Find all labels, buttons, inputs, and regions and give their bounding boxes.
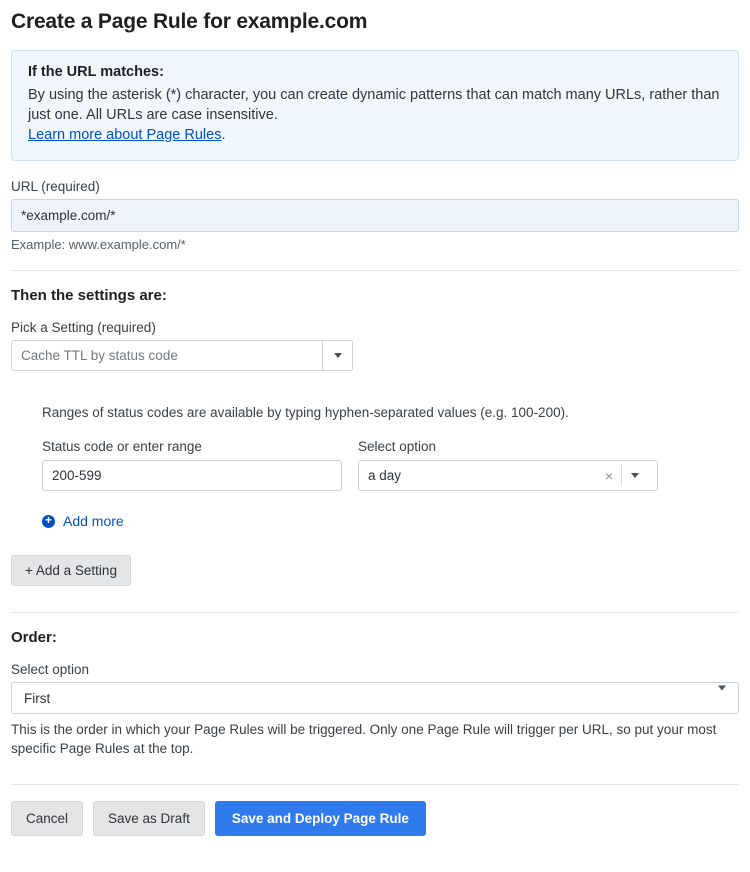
callout-body: By using the asterisk (*) character, you can create dynamic patterns that can match many URLs, rather than just one. All URLs are case insensitive. xyxy=(28,87,720,123)
form-footer xyxy=(11,801,739,836)
add-setting-button[interactable]: + Add a Setting xyxy=(11,555,131,586)
url-match-callout xyxy=(11,50,739,161)
status-code-group xyxy=(42,439,342,491)
learn-more-link[interactable]: Learn more about Page Rules xyxy=(28,127,222,143)
callout-title: If the URL matches: xyxy=(28,64,164,80)
add-more-button[interactable] xyxy=(42,513,739,529)
order-select-value: First xyxy=(24,690,51,706)
divider-settings xyxy=(11,270,739,271)
callout-text xyxy=(28,85,722,145)
divider-order xyxy=(11,612,739,613)
ttl-option-select[interactable] xyxy=(358,460,658,491)
pick-setting-select[interactable] xyxy=(11,340,353,371)
chevron-down-icon[interactable] xyxy=(622,473,648,478)
add-more-label: Add more xyxy=(63,513,124,529)
page-title: Create a Page Rule for example.com xyxy=(11,10,368,33)
status-code-label: Status code or enter range xyxy=(42,439,202,454)
status-code-input[interactable] xyxy=(42,460,342,491)
plus-circle-icon xyxy=(42,515,55,528)
url-hint: Example: www.example.com/* xyxy=(11,237,186,252)
order-select[interactable] xyxy=(11,682,739,714)
chevron-down-icon[interactable] xyxy=(718,691,726,706)
status-row xyxy=(42,439,739,491)
cancel-button[interactable]: Cancel xyxy=(11,801,83,836)
caret-down-shape xyxy=(334,353,342,358)
select-option-label: Select option xyxy=(358,439,437,454)
save-as-draft-button[interactable]: Save as Draft xyxy=(93,801,205,836)
page-rule-form xyxy=(0,10,750,836)
url-input[interactable] xyxy=(11,199,739,232)
cache-ttl-panel xyxy=(42,405,739,529)
pick-setting-label: Pick a Setting (required) xyxy=(11,320,156,335)
save-and-deploy-button[interactable]: Save and Deploy Page Rule xyxy=(215,801,426,836)
clear-icon[interactable]: × xyxy=(604,467,613,484)
settings-section-title: Then the settings are: xyxy=(11,287,167,304)
status-range-note: Ranges of status codes are available by typing hyphen-separated values (e.g. 100-200). xyxy=(42,405,569,420)
ttl-option-value: a day xyxy=(368,468,402,483)
order-section-title: Order: xyxy=(11,629,57,646)
caret-down-shape xyxy=(718,686,726,706)
caret-down-shape xyxy=(631,473,639,478)
chevron-down-icon[interactable] xyxy=(322,341,352,370)
url-field-label: URL (required) xyxy=(11,179,100,194)
divider-footer xyxy=(11,784,739,785)
order-help-text: This is the order in which your Page Rules will be triggered. Only one Page Rule will trigger per URL, so put your most specific Page Rules at the top. xyxy=(11,722,717,756)
pick-setting-value: Cache TTL by status code xyxy=(21,348,178,363)
ttl-option-group xyxy=(358,439,658,491)
order-select-label: Select option xyxy=(11,662,90,677)
callout-link-suffix: . xyxy=(221,127,226,143)
